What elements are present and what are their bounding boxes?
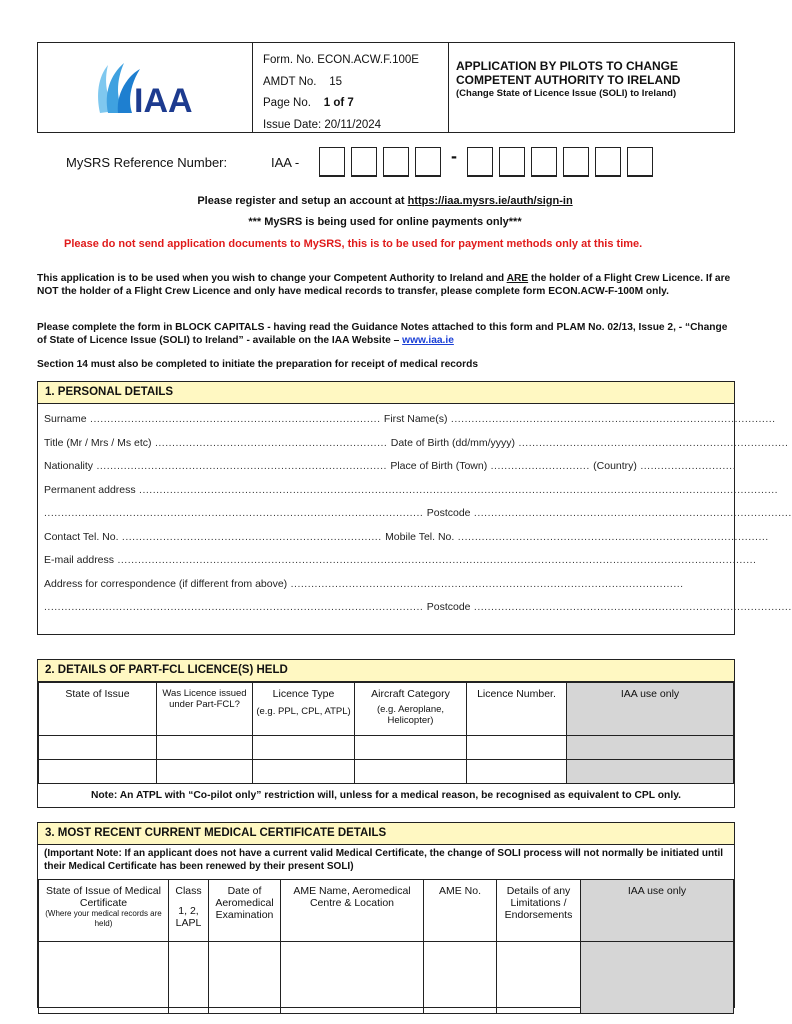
cell-iaa <box>567 760 734 784</box>
ref-digit-box[interactable] <box>595 147 621 177</box>
intro-paragraph-3: Section 14 must also be completed to initiate the preparation for receipt of medical records <box>37 359 478 370</box>
logo-cell <box>38 43 253 132</box>
section-licences-held <box>37 659 735 808</box>
col-licence-type: Licence Type (e.g. PPL, CPL, ATPL) <box>253 683 355 736</box>
warning-text: Please do not send application documents to MySRS, this is to be used for payment methods only at this time. <box>64 238 643 250</box>
surname-row[interactable]: Surname ..................................................................................... First Name(s) ............................................................................................... <box>44 413 776 425</box>
cell-input[interactable] <box>281 942 424 1014</box>
page-label: Page No. <box>263 97 311 109</box>
ref-digit-box[interactable] <box>467 147 493 177</box>
form-title-cell <box>449 43 734 132</box>
mysrs-prefix: IAA - <box>271 154 300 170</box>
section-medical-certificate <box>37 822 735 1008</box>
form-title-line1: APPLICATION BY PILOTS TO CHANGE <box>456 59 679 73</box>
section3-title: 3. MOST RECENT CURRENT MEDICAL CERTIFICATE DETAILS <box>38 823 734 845</box>
issue-value: 20/11/2024 <box>324 118 382 131</box>
licence-table-header <box>39 683 734 736</box>
register-link[interactable]: https://iaa.mysrs.ie/auth/sign-in <box>407 195 573 207</box>
cell-input[interactable] <box>467 736 567 760</box>
cell-input[interactable] <box>157 736 253 760</box>
section2-title: 2. DETAILS OF PART-FCL LICENCE(S) HELD <box>38 660 734 682</box>
cell-input[interactable] <box>209 942 281 1014</box>
mysrs-label: MySRS Reference Number: <box>66 154 228 170</box>
col-state-of-issue: State of Issue <box>39 683 157 736</box>
cell-input[interactable] <box>253 736 355 760</box>
ref-digit-box[interactable] <box>531 147 557 177</box>
payments-note: *** MySRS is being used for online payments only*** <box>248 216 522 228</box>
issue-date-row <box>263 115 448 137</box>
telephone-row[interactable]: Contact Tel. No. ............................................................................ Mobile Tel. No. ........................................................................................... <box>44 530 769 543</box>
cell-input[interactable] <box>253 760 355 784</box>
cell-input[interactable] <box>39 942 169 1014</box>
para1-are: ARE <box>506 273 529 284</box>
amdt-label: AMDT No. <box>263 75 317 88</box>
para2-a: Please complete the form in BLOCK CAPITALS - having read the Guidance Notes attached to this form and PLAM No. 02/13, Issue 2, - “Change of State of Licence Issue (SOLI) to Ireland” - available on the IAA Website – <box>37 322 728 346</box>
col-exam-date: Date of Aeromedical Examination <box>209 880 281 942</box>
cell-input[interactable] <box>169 942 209 1014</box>
page-value: 1 of 7 <box>323 97 354 109</box>
ref-digit-box[interactable] <box>351 147 377 177</box>
section1-title: 1. PERSONAL DETAILS <box>38 382 734 404</box>
postcode-row-2[interactable]: ............................................................................................................... Postcode ............................................................................................. <box>44 601 792 613</box>
col-limitations: Details of any Limitations / Endorsements <box>497 880 581 942</box>
email-row[interactable]: E-mail address ........................................................................................................................................................................................... <box>44 554 757 566</box>
col-licence-number: Licence Number. <box>467 683 567 736</box>
col-medical-state: State of Issue of Medical Certificate (Where your medical records are held) <box>39 880 169 942</box>
iaa-logo <box>38 43 253 132</box>
ref-digit-box[interactable] <box>383 147 409 177</box>
cell-input[interactable] <box>497 942 581 1014</box>
medical-table <box>38 879 734 1014</box>
form-header <box>37 42 735 133</box>
permanent-address-row[interactable]: Permanent address ........................................................................................................................................................................................... <box>44 483 779 496</box>
intro-paragraph-1 <box>37 272 737 298</box>
form-meta <box>253 43 449 132</box>
cell-input[interactable] <box>355 736 467 760</box>
cell-input[interactable] <box>355 760 467 784</box>
register-text: Please register and setup an account at <box>197 195 408 207</box>
correspondence-address-row[interactable]: Address for correspondence (if different from above) ................................................................................................................... <box>44 577 684 590</box>
intro-paragraph-2 <box>37 321 737 347</box>
register-line <box>0 195 770 207</box>
cell-input[interactable] <box>424 942 497 1014</box>
mysrs-reference <box>66 146 659 178</box>
amdt-value: 15 <box>329 75 343 88</box>
cell-input[interactable] <box>157 760 253 784</box>
logo-text: IAA <box>134 82 193 120</box>
licence-row <box>39 760 734 784</box>
licence-table <box>38 682 734 784</box>
medical-row <box>39 942 734 1014</box>
form-subtitle: (Change State of Licence Issue (SOLI) to Ireland) <box>456 88 677 99</box>
form-title-line2: COMPETENT AUTHORITY TO IRELAND <box>456 73 681 87</box>
licence-row <box>39 736 734 760</box>
medical-important-note: (Important Note: If an applicant does not have a current valid Medical Certificate, the change of SOLI process will not normally be initiated until their Medical Certificate has been renewed by their present SOLI) <box>44 848 723 872</box>
col-ame-name: AME Name, Aeromedical Centre & Location <box>281 880 424 942</box>
issue-label: Issue Date: <box>263 118 322 131</box>
amdt-row <box>263 72 448 94</box>
title-dob-row[interactable]: Title (Mr / Mrs / Ms etc) .................................................................... Date of Birth (dd/mm/yyyy) ............................................................................... <box>44 436 789 449</box>
col-aircraft-category: Aircraft Category (e.g. Aeroplane, Helicopter) <box>355 683 467 736</box>
ref-digit-box[interactable] <box>415 147 441 177</box>
atpl-note: Note: An ATPL with “Co-pilot only” restriction will, unless for a medical reason, be recognised as equivalent to CPL only. <box>90 790 682 801</box>
col-part-fcl: Was Licence issued under Part-FCL? <box>157 683 253 736</box>
cell-input[interactable] <box>39 736 157 760</box>
section-personal-details <box>37 381 792 635</box>
ref-digit-box[interactable] <box>627 147 653 177</box>
personal-fields <box>38 404 792 625</box>
cell-input[interactable] <box>467 760 567 784</box>
para1-a: This application is to be used when you wish to change your Competent Authority to Ireland and <box>37 273 507 284</box>
para1-b: the holder of a Flight Crew Licence. If are NOT the holder of a Flight Crew Licence and only have medical records to transfer, please complete form ECON.ACW-F-100M only. <box>37 273 731 297</box>
medical-table-header <box>39 880 734 942</box>
ref-digit-box[interactable] <box>319 147 345 177</box>
ref-digit-box[interactable] <box>563 147 589 177</box>
col-iaa-use-only: IAA use only <box>567 683 734 736</box>
ref-digit-box[interactable] <box>499 147 525 177</box>
ref-dash: - <box>451 145 457 166</box>
cell-iaa <box>581 942 734 1014</box>
nationality-row[interactable]: Nationality ..................................................................................... Place of Birth (Town) ............................. (Country) ............................ <box>44 460 737 472</box>
cell-input[interactable] <box>39 760 157 784</box>
page-row <box>263 93 448 115</box>
postcode-row-1[interactable]: ............................................................................................................... Postcode ............................................................................................. <box>44 507 792 519</box>
form-number: Form. No. ECON.ACW.F.100E <box>263 54 419 66</box>
iaa-website-link[interactable]: www.iaa.ie <box>402 335 454 346</box>
col-class: Class 1, 2, LAPL <box>169 880 209 942</box>
cell-iaa <box>567 736 734 760</box>
col-iaa-use-only-medical: IAA use only <box>581 880 734 942</box>
col-ame-no: AME No. <box>424 880 497 942</box>
